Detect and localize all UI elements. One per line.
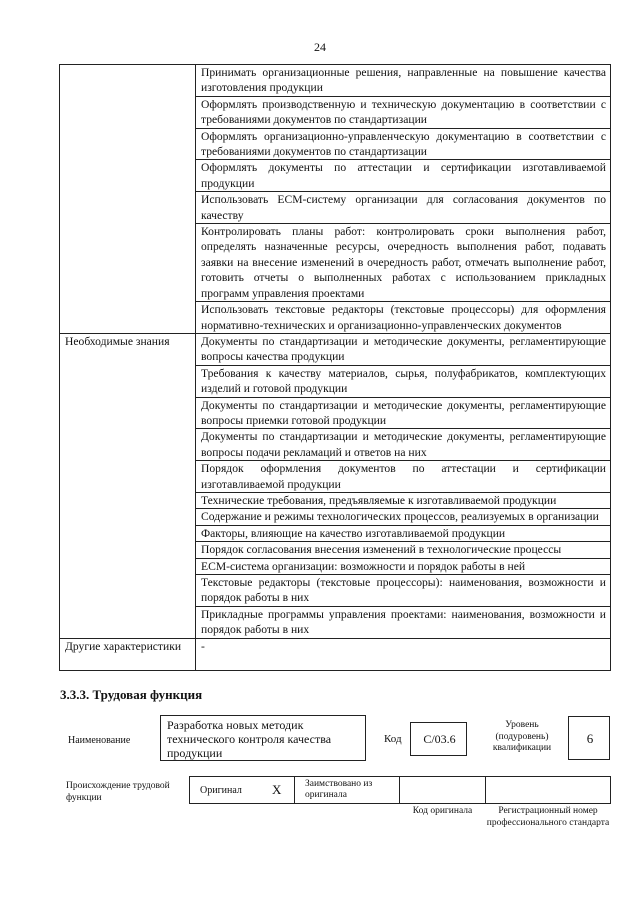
- page-number: 24: [314, 40, 326, 54]
- borrowed-box: [294, 776, 400, 804]
- original-label: Оригинал: [200, 785, 242, 796]
- table-cell: Технические требования, предъявляемые к изготавливаемой продукции: [196, 492, 611, 508]
- table-row: [60, 65, 611, 97]
- section-title: 3.3.3. Трудовая функция: [60, 687, 203, 702]
- name-value: Разработка новых методик технического контроля качества продукции: [167, 718, 332, 760]
- table-cell: Содержание и режимы технологических процессов, реализуемых в организации: [196, 509, 611, 525]
- origin-label: Происхождение трудовой функции: [66, 781, 170, 803]
- table-cell: Порядок оформления документов по аттестации и сертификации изготавливаемой продукции: [196, 461, 611, 493]
- reg-number-label: Регистрационный номер профессионального стандарта: [486, 806, 610, 828]
- table-cell: Порядок согласования внесения изменений в технологические процессы: [196, 542, 611, 558]
- name-label: Наименование: [68, 735, 131, 746]
- table-cell: Оформлять организационно-управленческую документацию в соответствии с требованиями документов по стандартизации: [196, 128, 611, 160]
- table-cell: Оформлять производственную и техническую документацию в соответствии с требованиями документов по стандартизации: [196, 96, 611, 128]
- name-box: [160, 715, 366, 761]
- table-cell: -: [196, 638, 611, 670]
- table-cell: Контролировать планы работ: контролировать сроки выполнения работ, определять назначенные ресурсы, очередность выполнения работ, подавать заявки на внесение изменений в очередность работ, отмечать выполнение работ, готовить отчеты о выполненных работах с использованием прикладных программ управления проектами: [196, 224, 611, 302]
- original-code-box: [399, 776, 486, 804]
- table-cell: Документы по стандартизации и методические документы, регламентирующие вопросы подачи рекламаций и ответов на них: [196, 429, 611, 461]
- table-cell: Текстовые редакторы (текстовые процессоры): наименования, возможности и порядок работы в них: [196, 575, 611, 607]
- table-cell: Требования к качеству материалов, сырья, полуфабрикатов, комплектующих изделий и готовой продукции: [196, 365, 611, 397]
- table-cell: ECM-система организации: возможности и порядок работы в ней: [196, 558, 611, 574]
- code-value: C/03.6: [423, 732, 456, 746]
- table-cell: Прикладные программы управления проектами: наименования, возможности и порядок работы в них: [196, 606, 611, 638]
- original-box: [189, 776, 295, 804]
- original-mark: X: [272, 782, 282, 797]
- table-cell: Документы по стандартизации и методические документы, регламентирующие вопросы приемки готовой продукции: [196, 397, 611, 429]
- table-cell: Факторы, влияющие на качество изготавливаемой продукции: [196, 525, 611, 541]
- level-value: 6: [586, 731, 594, 746]
- table-cell: Оформлять документы по аттестации и сертификации изготавливаемой продукции: [196, 160, 611, 192]
- row-header-knowledge: Необходимые знания: [60, 333, 196, 638]
- borrowed-label: Заимствовано из оригинала: [305, 779, 373, 800]
- level-box: [568, 716, 610, 760]
- table-row: [60, 333, 611, 365]
- row-header-other: Другие характеристики: [60, 638, 196, 670]
- table-cell: Использовать ECM-систему организации для согласования документов по качеству: [196, 192, 611, 224]
- table-cell: Использовать текстовые редакторы (текстовые процессоры) для оформления нормативно-технических и организационно-управленческих документов: [196, 302, 611, 334]
- code-label: Код: [384, 733, 402, 745]
- table-row: [60, 638, 611, 670]
- reg-number-box: [485, 776, 611, 804]
- requirements-table: [59, 64, 611, 671]
- code-box: [410, 722, 467, 756]
- table-cell: Принимать организационные решения, направленные на повышение качества изготовления продукции: [196, 65, 611, 97]
- original-code-label: Код оригинала: [412, 806, 473, 816]
- row-header-skills: [60, 65, 196, 334]
- table-cell: Документы по стандартизации и методические документы, регламентирующие вопросы качества продукции: [196, 333, 611, 365]
- level-label: Уровень (подуровень) квалификации: [492, 720, 552, 753]
